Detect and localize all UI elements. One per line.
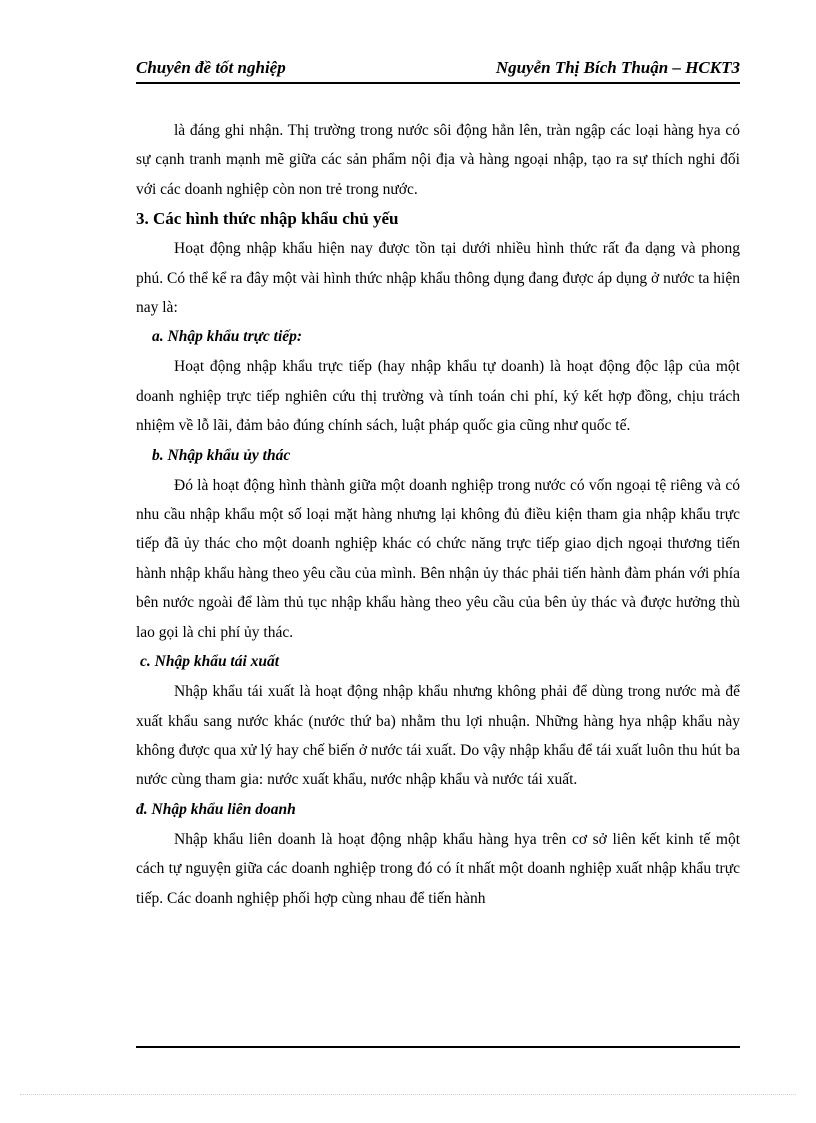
paragraph-intro-continuation: là đáng ghi nhận. Thị trường trong nước sôi động hẳn lên, tràn ngập các loại hàng hya có sự cạnh tranh mạnh mẽ giữa các sản phẩm nội địa và hàng ngoại nhập, tạo ra sự thích nghi đối với các doanh nghiệp còn non trẻ trong nước. (136, 122, 740, 198)
page-edge-divider (20, 1094, 796, 1095)
paragraph-joint-venture-import: Nhập khẩu liên doanh là hoạt động nhập khẩu hàng hya trên cơ sở liên kết kinh tế một cách tự nguyện giữa các doanh nghiệp trong đó có ít nhất một doanh nghiệp xuất nhập khẩu trực tiếp. Các doanh nghiệp phối hợp cùng nhau để tiến hành (136, 830, 740, 907)
paragraph-direct-import: Hoạt động nhập khẩu trực tiếp (hay nhập khẩu tự doanh) là hoạt động độc lập của một doanh nghiệp trực tiếp nghiên cứu thị trường và tính toán chi phí, ký kết hợp đồng, chịu trách nhiệm về lỗ lãi, đảm bảo đúng chính sách, luật pháp quốc gia cũng như quốc tế. (136, 358, 740, 435)
page-header (136, 56, 740, 84)
subheading-direct-import: a. Nhập khẩu trực tiếp: (152, 328, 303, 346)
header-author: Nguyễn Thị Bích Thuận – HCKT3 (495, 58, 740, 77)
page-body (136, 116, 740, 913)
paragraph-reexport-import: Nhập khẩu tái xuất là hoạt động nhập khẩu nhưng không phải để dùng trong nước mà để xuất khẩu sang nước khác (nước thứ ba) nhằm thu lợi nhuận. Những hàng hya nhập khẩu này không được qua xử lý hay chế biến ở nước tái xuất. Do vậy nhập khẩu để tái xuất luôn thu hút ba nước cùng tham gia: nước xuất khẩu, nước nhập khẩu và nước tái xuất. (136, 683, 740, 789)
subheading-reexport-import: c. Nhập khẩu tái xuất (140, 653, 280, 671)
paragraph-import-forms-intro: Hoạt động nhập khẩu hiện nay được tồn tại dưới nhiều hình thức rất đa dạng và phong phú. Có thể kể ra đây một vài hình thức nhập khẩu thông dụng đang được áp dụng ở nước ta hiện nay là: (136, 240, 740, 317)
footer-rule (136, 1046, 740, 1048)
subheading-entrusted-import: b. Nhập khẩu ủy thác (152, 446, 291, 464)
header-document-title: Chuyên đề tốt nghiệp (136, 58, 286, 77)
section-heading-3: 3. Các hình thức nhập khẩu chủ yếu (136, 209, 399, 229)
subheading-joint-venture-import: đ. Nhập khẩu liên doanh (136, 800, 296, 818)
paragraph-entrusted-import: Đó là hoạt động hình thành giữa một doanh nghiệp trong nước có vốn ngoại tệ riêng và có nhu cầu nhập khẩu một số loại mặt hàng nhưng lại không đủ điều kiện tham gia nhập khẩu trực tiếp đã ủy thác cho một doanh nghiệp khác có chức năng trực tiếp giao dịch ngoại thương tiến hành nhập khẩu hàng theo yêu cầu của mình. Bên nhận ủy thác phải tiến hành đàm phán với phía bên nước ngoài để làm thủ tục nhập khẩu hàng theo yêu cầu của bên ủy thác và được hưởng thù lao gọi là chi phí ủy thác. (136, 476, 740, 641)
